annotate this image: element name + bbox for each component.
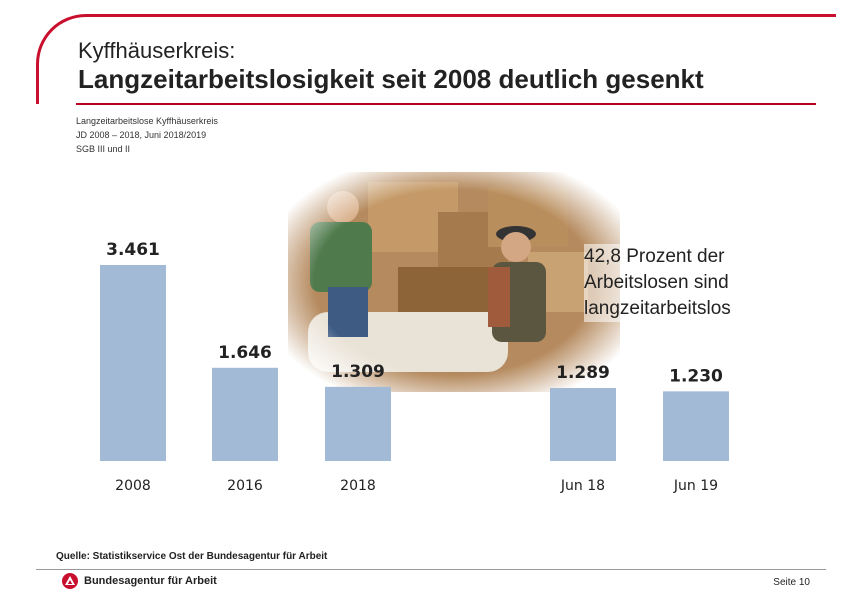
value-label: 1.289: [556, 363, 610, 384]
chart-subtitle-2: JD 2008 – 2018, Juni 2018/2019: [76, 130, 207, 140]
footer-logo: [62, 573, 217, 589]
bar-2018: [325, 387, 391, 461]
category-label: Jun 19: [673, 478, 719, 494]
footer-divider: [36, 569, 826, 570]
category-label: 2008: [115, 478, 151, 494]
org-name: Bundesagentur für Arbeit: [84, 575, 217, 587]
bar-jun-19: [663, 391, 729, 461]
annotation-line-1: 42,8 Prozent der: [584, 246, 725, 267]
category-label: 2016: [227, 478, 263, 494]
page-number: Seite 10: [773, 577, 810, 588]
annotation-line-2: Arbeitslosen sind: [584, 272, 729, 293]
page-title-line1: Kyffhäuserkreis:: [78, 38, 236, 63]
bar-jun-18: [550, 388, 616, 461]
ba-logo-icon: [62, 573, 78, 589]
value-label: 1.230: [669, 366, 723, 387]
value-label: 3.461: [106, 240, 160, 260]
category-label: 2018: [340, 478, 376, 494]
value-label: 1.309: [331, 361, 385, 382]
category-label: Jun 18: [560, 478, 606, 494]
source-note: Quelle: Statistikservice Ost der Bundesagentur für Arbeit: [56, 551, 328, 562]
page-title: Langzeitarbeitslosigkeit seit 2008 deutlich gesenkt: [78, 64, 704, 94]
chart-subtitle-3: SGB III und II: [76, 144, 131, 154]
bar-2008: [100, 265, 166, 461]
chart-subtitle-1: Langzeitarbeitslose Kyffhäuserkreis: [76, 116, 218, 126]
annotation-line-3: langzeitarbeitslos: [584, 298, 731, 319]
bar-2016: [212, 368, 278, 461]
value-label: 1.646: [218, 342, 272, 363]
